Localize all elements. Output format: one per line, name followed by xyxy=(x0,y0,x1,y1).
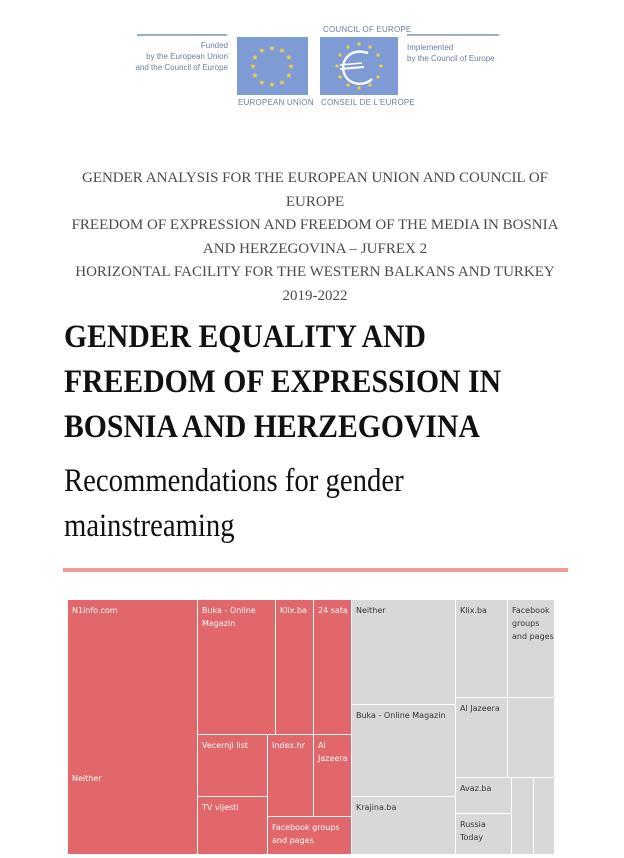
implemented-line-2: by the Council of Europe xyxy=(407,54,495,63)
treemap-tile-grey-blank-2 xyxy=(512,778,534,855)
treemap-tile-red-klix: Klix.ba xyxy=(276,600,314,735)
eu-stars-icon xyxy=(237,37,308,95)
implemented-rule xyxy=(407,34,499,36)
title-divider xyxy=(63,568,568,572)
svg-text:★: ★ xyxy=(285,53,293,62)
implemented-line-1: Implemented xyxy=(407,43,454,52)
treemap-tile-red-vecernji: Vecernji list xyxy=(198,735,268,797)
treemap-tile-grey-krajina: Krajina.ba xyxy=(352,797,456,855)
svg-text:★: ★ xyxy=(287,62,295,71)
svg-text:★: ★ xyxy=(251,71,259,80)
treemap-tile-grey-klix: Klix.ba xyxy=(456,600,508,698)
tile-label-red-neither: Neither xyxy=(72,774,102,783)
subtitle-line-1: Recommendations for gender xyxy=(64,463,404,499)
funded-line-1: Funded xyxy=(200,41,228,50)
header-line-6: 2019-2022 xyxy=(282,287,348,304)
treemap-tile-red-indexhr: Index.hr xyxy=(268,735,314,817)
svg-text:★: ★ xyxy=(268,44,276,53)
title-line-2: FREEDOM OF EXPRESSION IN xyxy=(64,364,502,400)
header-line-1: GENDER ANALYSIS FOR THE EUROPEAN UNION AND COUNCIL OF xyxy=(81,170,549,186)
coe-emblem-icon xyxy=(320,37,398,95)
treemap-tile-red-buka: Buka - Online Magazin xyxy=(198,600,276,735)
svg-text:★: ★ xyxy=(258,46,266,55)
funded-by-text xyxy=(110,40,228,73)
funded-rule xyxy=(137,34,227,36)
svg-text:★: ★ xyxy=(258,78,266,87)
treemap-tile-n1info xyxy=(68,600,198,855)
header-line-3: FREEDOM OF EXPRESSION AND FREEDOM OF THE MEDIA IN BOSNIA xyxy=(71,217,559,234)
treemap-tile-red-aljazeera: Al Jazeera xyxy=(314,735,352,817)
document-header xyxy=(60,167,570,309)
header-line-4: AND HERZEGOVINA – JUFREX 2 xyxy=(202,240,428,257)
svg-text:★: ★ xyxy=(278,46,286,55)
treemap-tile-grey-neither: Neither xyxy=(352,600,456,705)
funded-line-2: by the European Union xyxy=(146,52,228,61)
title-line-3: BOSNIA AND HERZEGOVINA xyxy=(64,409,480,445)
implemented-by-text xyxy=(407,42,517,64)
treemap-tile-grey-russiatoday: Russia Today xyxy=(456,814,512,855)
treemap-tile-red-tvvijesti: TV vijesti xyxy=(198,797,268,855)
svg-text:★: ★ xyxy=(251,53,259,62)
svg-text:★: ★ xyxy=(285,71,293,80)
svg-text:★: ★ xyxy=(249,62,257,71)
treemap-figure xyxy=(68,600,555,855)
treemap-tile-grey-buka: Buka - Online Magazin xyxy=(352,705,456,797)
header-line-2: EUROPE xyxy=(285,193,345,210)
treemap-tile-red-24sata: 24 sata xyxy=(314,600,352,735)
title-line-1: GENDER EQUALITY AND xyxy=(64,319,426,355)
treemap-tile-grey-blank-1 xyxy=(508,698,555,778)
header-line-5: HORIZONTAL FACILITY FOR THE WESTERN BALKANS AND TURKEY xyxy=(75,264,555,281)
treemap-tile-grey-facebook: Facebook groups and pages xyxy=(508,600,555,698)
coe-caption: CONSEIL DE L'EUROPE xyxy=(321,98,415,107)
treemap-tile-grey-blank-3 xyxy=(534,778,555,855)
subtitle-line-2: mainstreaming xyxy=(64,508,235,544)
treemap-tile-grey-avaz: Avaz.ba xyxy=(456,778,512,814)
subtitle xyxy=(64,459,516,549)
main-title xyxy=(64,315,532,450)
funded-line-3: and the Council of Europe xyxy=(135,63,228,72)
treemap-tile-red-facebook: Facebook groups and pages xyxy=(268,817,352,855)
coe-top-caption: COUNCIL OF EUROPE xyxy=(323,25,412,34)
eu-flag-logo xyxy=(237,37,308,95)
svg-text:★: ★ xyxy=(278,78,286,87)
tile-label-n1info: N1info.com xyxy=(72,606,118,615)
svg-text:★: ★ xyxy=(268,80,276,89)
logo-header xyxy=(0,0,624,120)
treemap-tile-grey-aljazeera: Al Jazeera xyxy=(456,698,508,778)
eu-caption: EUROPEAN UNION xyxy=(238,98,314,107)
coe-logo xyxy=(320,37,398,95)
